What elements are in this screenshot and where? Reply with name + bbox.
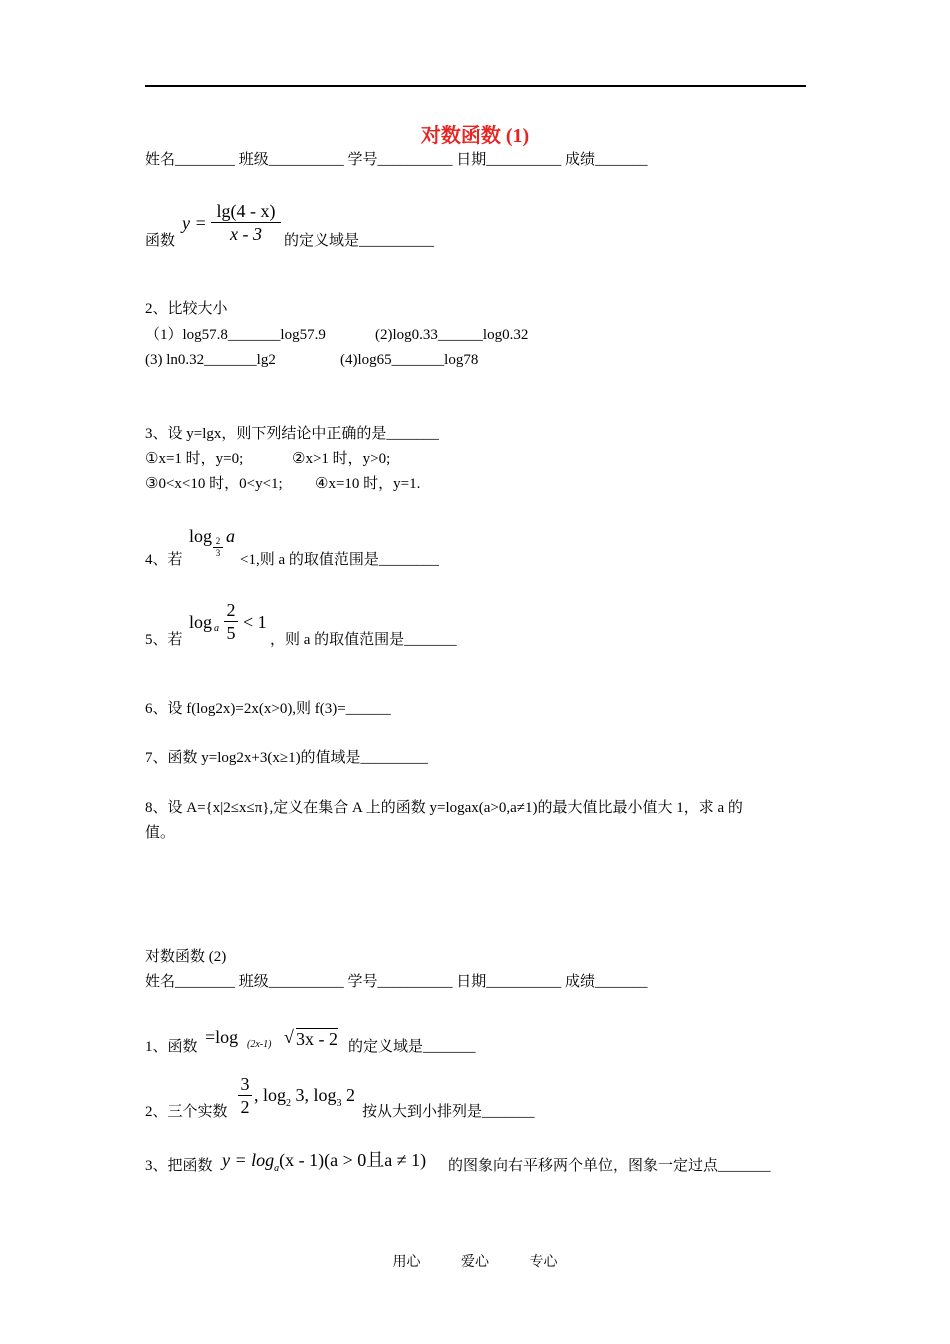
- s2-p1-prefix: 1、函数: [145, 1039, 198, 1055]
- s2-p2-last: 2: [341, 1085, 356, 1105]
- q2-item-3: (3) ln0.32_______lg2: [145, 352, 276, 368]
- q5-denominator: 5: [226, 623, 236, 643]
- s2-p2-base-1: 2: [286, 1098, 292, 1109]
- q1-y-equals: y =: [182, 213, 207, 233]
- section2-title: 对数函数 (2): [145, 949, 227, 965]
- q5-suffix: ，则 a 的取值范围是_______: [270, 632, 457, 648]
- q5-numerator: 2: [226, 600, 236, 620]
- s2-p3-base: a: [274, 1163, 280, 1174]
- q4-variable: a: [226, 526, 235, 546]
- q3-option-3: ③0<x<10 时，0<y<1;: [145, 476, 283, 492]
- s2-p1-base: (2x-1): [247, 1039, 272, 1050]
- page-title: 对数函数 (1): [420, 125, 530, 147]
- s2-p1-radicand: 3x - 2: [296, 1029, 338, 1049]
- s2-p3-suffix: 的图象向右平移两个单位，图象一定过点_______: [448, 1158, 771, 1174]
- q3-question: 3、设 y=lgx，则下列结论中正确的是_______: [145, 426, 439, 442]
- q4-base-numerator: 2: [215, 536, 221, 546]
- s2-p1-log: =log: [205, 1027, 239, 1047]
- s2-p2-fraction: [238, 1075, 252, 1116]
- header-rule: [145, 85, 806, 87]
- s2-p1-suffix: 的定义域是_______: [348, 1039, 476, 1055]
- q3-option-4: ④x=10 时，y=1.: [315, 476, 421, 492]
- s2-p2-base-2: 3: [336, 1098, 342, 1109]
- s2-p2-denominator: 2: [240, 1097, 250, 1117]
- q1-suffix: 的定义域是__________: [284, 233, 435, 249]
- footer-item: 爱心: [461, 1254, 489, 1270]
- q1-numerator: lg(4 - x): [216, 201, 276, 221]
- q4-prefix: 4、若: [145, 552, 183, 568]
- q5-base: a: [214, 623, 219, 634]
- q1-prefix: 函数: [145, 233, 176, 249]
- q8-question-line2: 值。: [145, 825, 176, 841]
- q3-option-1: ①x=1 时，y=0;: [145, 451, 244, 467]
- s2-p3-formula: [222, 1150, 427, 1174]
- q8-question-line1: 8、设 A={x|2≤x≤π},定义在集合 A 上的函数 y=logax(a>0,a≠1)的最大值比最小值大 1，求 a 的: [145, 800, 743, 816]
- s2-p2-numerator: 3: [240, 1074, 250, 1094]
- s2-p3-formula-start: y = log: [222, 1150, 275, 1170]
- q2-item-4: (4)log65_______log78: [340, 352, 479, 368]
- q5-fraction: [224, 601, 238, 642]
- footer-item: 用心: [392, 1254, 421, 1270]
- s2-p2-values: [254, 1085, 356, 1109]
- q4-log: log: [189, 526, 213, 546]
- radical-sign-icon: √: [284, 1027, 294, 1047]
- s2-p2-log-b: 3, log: [291, 1085, 337, 1105]
- q5-relation: < 1: [243, 612, 267, 632]
- section2-student-info: 姓名________ 班级__________ 学号__________ 日期__________ 成绩_______: [145, 974, 648, 990]
- q7-question: 7、函数 y=log2x+3(x≥1)的值域是_________: [145, 750, 429, 766]
- s2-p3-prefix: 3、把函数: [145, 1158, 213, 1174]
- q1-fraction: [211, 202, 281, 243]
- fraction-bar: [224, 621, 238, 622]
- page-footer: [0, 1251, 950, 1271]
- q2-heading: 2、比较大小: [145, 301, 228, 317]
- q2-item-1: （1）log57.8_______log57.9: [145, 327, 326, 343]
- s2-p2-suffix: 按从大到小排列是_______: [362, 1104, 535, 1120]
- q4-base-fraction: [213, 537, 223, 558]
- q4-suffix: <1,则 a 的取值范围是________: [240, 552, 439, 568]
- q3-option-2: ②x>1 时，y>0;: [292, 451, 391, 467]
- q5-prefix: 5、若: [145, 632, 183, 648]
- s2-p3-formula-rest: (x - 1)(a > 0且a ≠ 1): [279, 1150, 427, 1170]
- fraction-bar: [238, 1095, 252, 1096]
- student-info-fields: 姓名________ 班级__________ 学号__________ 日期__________ 成绩_______: [145, 152, 648, 168]
- q6-question: 6、设 f(log2x)=2x(x>0),则 f(3)=______: [145, 701, 391, 717]
- s2-p2-prefix: 2、三个实数: [145, 1104, 228, 1120]
- q4-base-denominator: 3: [215, 548, 221, 558]
- footer-item: 专心: [529, 1254, 558, 1270]
- q1-denominator: x - 3: [230, 224, 262, 244]
- q2-item-2: (2)log0.33______log0.32: [375, 327, 529, 343]
- fraction-bar: [211, 222, 281, 223]
- q5-log: log: [189, 612, 213, 632]
- s2-p2-log-a: , log: [254, 1085, 287, 1105]
